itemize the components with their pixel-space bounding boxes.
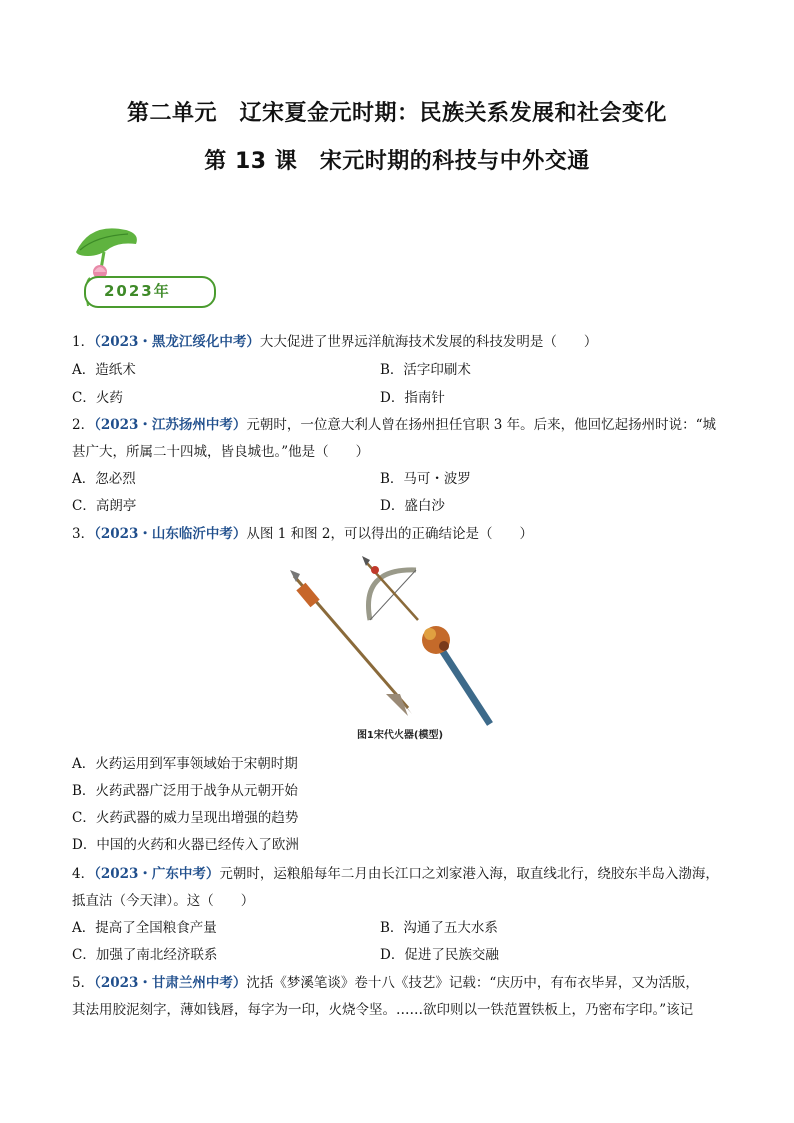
question-4 [72,862,719,882]
question-5-line2: 其法用胶泥刻字，薄如钱唇，每字为一印，火烧令坚。……欲印则以一铁范置铁板上，乃密布字印。”该记 [72,1002,694,1018]
question-source: （2023・甘肃兰州中考） [94,975,247,991]
option-2a[interactable]: A．忽必烈 [72,471,136,487]
option-3a[interactable]: A．火药运用到军事领域始于宋朝时期 [72,756,298,772]
question-1 [72,330,597,350]
question-2 [72,413,716,433]
option-3d[interactable]: D．中国的火药和火器已经传入了欧洲 [72,837,299,853]
question-number: 4． [72,866,95,882]
figure-caption: 图1宋代火器(模型) [356,730,444,741]
option-3b[interactable]: B．火药武器广泛用于战争从元朝开始 [72,783,298,799]
question-5 [72,971,699,991]
question-3 [72,522,533,542]
option-4a[interactable]: A．提高了全国粮食产量 [72,920,217,936]
question-stem: 大大促进了世界远洋航海技术发展的科技发明是（ ） [259,334,598,350]
question-source: （2023・黑龙江绥化中考） [94,334,260,350]
question-source: （2023・山东临沂中考） [94,526,247,542]
question-source: （2023・广东中考） [94,866,220,882]
option-2c[interactable]: C．高朗亭 [72,498,137,514]
unit-title: 第二单元 辽宋夏金元时期：民族关系发展和社会变化 [126,101,667,126]
question-4-line2: 抵直沽（今天津）。这（ ） [72,893,255,909]
option-2b[interactable]: B．马可・波罗 [380,471,471,487]
question-2-line2: 甚广大，所属二十四城，皆良城也。”他是（ ） [72,444,370,460]
year-label: 2023年 [104,282,171,300]
question-stem: 元朝时，一位意大利人曾在扬州担任官职 3 年。后来，他回忆起扬州时说：“城 [246,417,716,433]
question-number: 2． [72,417,95,433]
option-4c[interactable]: C．加强了南北经济联系 [72,947,218,963]
question-stem: 元朝时，运粮船每年二月由长江口之刘家港入海，取直线北行，绕胶东半岛入渤海， [219,866,719,882]
question-number: 1． [72,334,95,350]
question-stem: 沈括《梦溪笔谈》卷十八《技艺》记载：“庆历中，有布衣毕昇，又为活版， [246,975,699,991]
question-number: 5． [72,975,95,991]
question-stem: 从图 1 和图 2，可以得出的正确结论是（ ） [246,526,533,542]
option-1a[interactable]: A．造纸术 [72,362,136,378]
option-4b[interactable]: B．沟通了五大水系 [380,920,498,936]
fire-arrow-bow-image [280,548,520,726]
option-3c[interactable]: C．火药武器的威力呈现出增强的趋势 [72,810,299,826]
lesson-title: 第 13 课 宋元时期的科技与中外交通 [204,149,590,174]
year-badge [70,222,220,312]
option-4d[interactable]: D．促进了民族交融 [380,947,499,963]
option-1c[interactable]: C．火药 [72,390,123,406]
option-1d[interactable]: D．指南针 [380,390,445,406]
option-1b[interactable]: B．活字印刷术 [380,362,471,378]
option-2d[interactable]: D．盛白沙 [380,498,445,514]
question-number: 3． [72,526,95,542]
question-source: （2023・江苏扬州中考） [94,417,247,433]
song-firearm-figure [280,548,520,741]
